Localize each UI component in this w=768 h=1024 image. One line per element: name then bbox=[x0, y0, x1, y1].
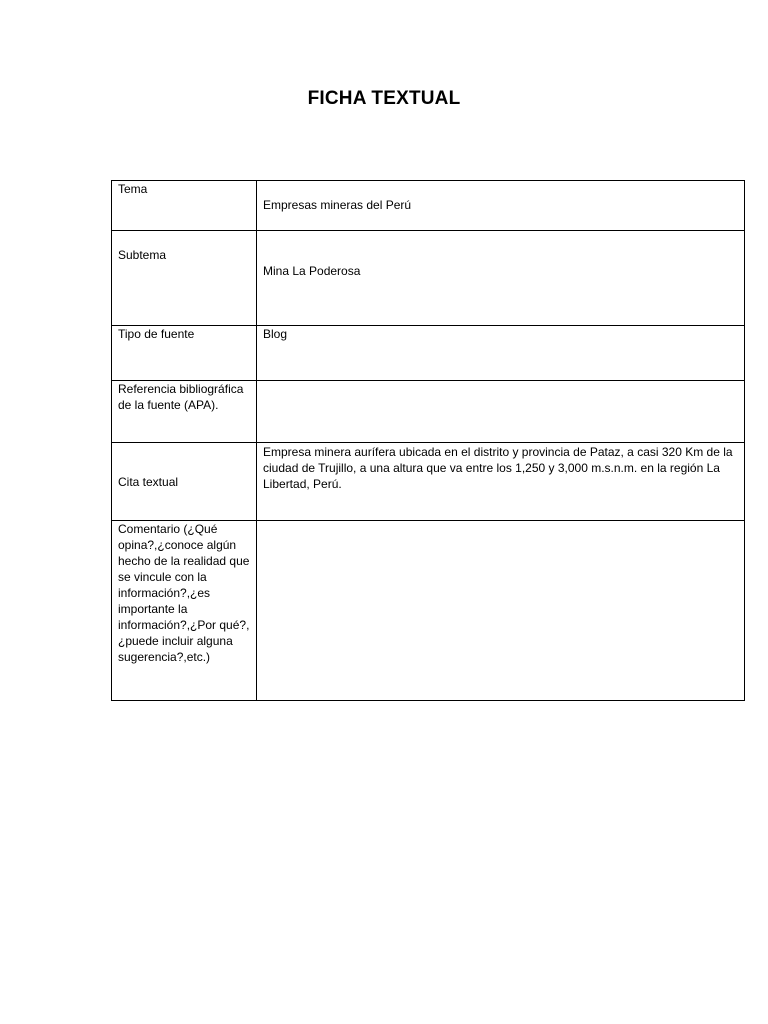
row-comentario bbox=[112, 521, 745, 701]
row-tipo-fuente bbox=[112, 326, 745, 381]
referencia-label: Referencia bibliográfica de la fuente (APA). bbox=[112, 381, 257, 443]
comentario-label: Comentario (¿Qué opina?,¿conoce algún hecho de la realidad que se vincule con la información?,¿es importante la información?,¿Por qué?,¿puede incluir alguna sugerencia?,etc.) bbox=[112, 521, 257, 701]
tema-label: Tema bbox=[112, 181, 257, 231]
referencia-value bbox=[257, 381, 745, 443]
row-cita-textual bbox=[112, 443, 745, 521]
tipo-fuente-value: Blog bbox=[257, 326, 745, 381]
tipo-fuente-label: Tipo de fuente bbox=[112, 326, 257, 381]
subtema-label: Subtema bbox=[112, 231, 257, 326]
comentario-value bbox=[257, 521, 745, 701]
row-tema bbox=[112, 181, 745, 231]
row-subtema bbox=[112, 231, 745, 326]
ficha-table bbox=[111, 180, 745, 701]
subtema-value: Mina La Poderosa bbox=[257, 231, 745, 326]
tema-value: Empresas mineras del Perú bbox=[257, 181, 745, 231]
cita-textual-label: Cita textual bbox=[112, 443, 257, 521]
document-title: FICHA TEXTUAL bbox=[307, 88, 461, 109]
cita-textual-value: Empresa minera aurífera ubicada en el distrito y provincia de Pataz, a casi 320 Km de la ciudad de Trujillo, a una altura que va entre los 1,250 y 3,000 m.s.n.m. en la región La Libertad, Perú. bbox=[257, 443, 745, 521]
row-referencia bbox=[112, 381, 745, 443]
